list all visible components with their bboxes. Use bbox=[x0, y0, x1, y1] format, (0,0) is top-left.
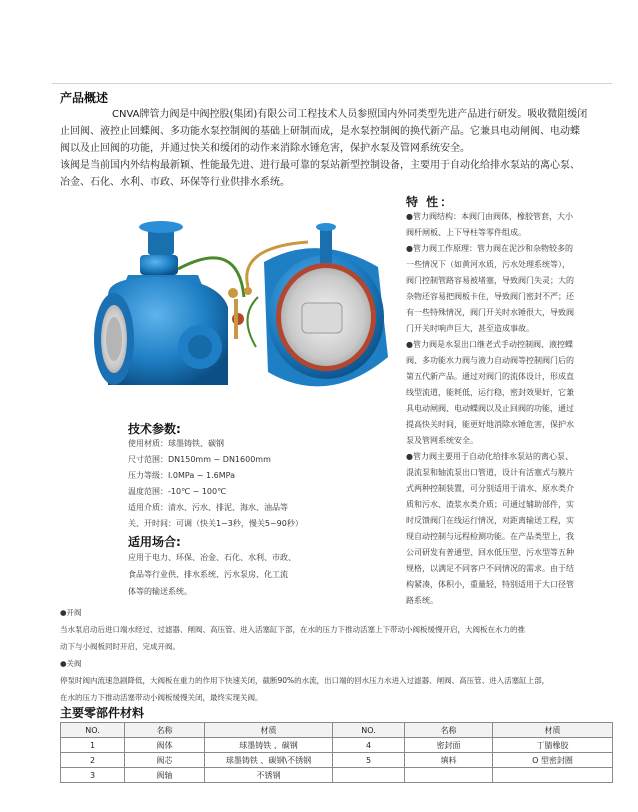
application-line: 应用于电力、环保、冶金、石化、水利、市政、 bbox=[128, 553, 296, 562]
feature-line: 提高快关时间，能更好地消除水锤危害，保护水 bbox=[406, 420, 574, 429]
valve-product-image bbox=[88, 207, 400, 407]
table-cell: 阀轴 bbox=[125, 768, 205, 783]
table-cell: 球墨铸铁 、碳钢 bbox=[205, 738, 333, 753]
feature-line: 具电动闸阀、电动蝶阀以及止回阀的功能，通过 bbox=[406, 404, 574, 413]
tech-line: 适用介质：清水、污水、排泥、海水、油品等 bbox=[128, 503, 288, 512]
table-cell: 球墨铸铁 、碳钢\不锈钢 bbox=[205, 753, 333, 768]
tech-line: 尺寸范围：DN150mm ~ DN1600mm bbox=[128, 455, 271, 464]
col-header-name: 名称 bbox=[405, 723, 493, 738]
open-valve-line: 动下与小阀板同时开启，完成开阀。 bbox=[60, 642, 180, 651]
table-cell: 5 bbox=[333, 753, 405, 768]
overview-title: 产品概述 bbox=[60, 91, 109, 105]
col-header-material: 材质 bbox=[493, 723, 613, 738]
feature-line: 泵及管网系统安全。 bbox=[406, 436, 478, 445]
features-title: 特 性： bbox=[406, 195, 455, 209]
overview-text bbox=[60, 106, 620, 191]
feature-line: ●管力阀是水泵出口继老式手动控制阀、液控蝶 bbox=[406, 340, 573, 349]
feature-line: 时反馈阀门在线运行情况，对距离输送工程，实 bbox=[406, 516, 574, 525]
col-header-name: 名称 bbox=[125, 723, 205, 738]
tech-line: 关、开时间：可调（快关1~3秒，慢关5~90秒） bbox=[128, 519, 303, 528]
feature-line: 公司研发有普通型、回水低压型、污水型等五种 bbox=[406, 548, 574, 557]
table-cell: 丁腈橡胶 bbox=[493, 738, 613, 753]
feature-line: 杂物还容易把阀板卡住，导致阀门密封不严；还 bbox=[406, 292, 574, 301]
overview-line: 该阀是当前国内外结构最新颖、性能最先进、进行最可靠的泵站新型控制设备，主要用于自动化给排水泵站的离心泵、 bbox=[60, 160, 580, 171]
tech-line: 使用材质：球墨铸铁、碳钢 bbox=[128, 439, 224, 448]
table-row bbox=[61, 738, 613, 753]
feature-line: 式两种控制装置，可分别适用于清水、原水类介 bbox=[406, 484, 574, 493]
table-cell bbox=[333, 768, 405, 783]
overview-line: CNVA牌管力阀是中阀控股(集团)有限公司工程技术人员参照国内外同类型先进产品进行研发。吸收微阻缓闭 bbox=[112, 109, 588, 120]
table-cell: 阀芯 bbox=[125, 753, 205, 768]
table-row bbox=[61, 753, 613, 768]
tech-line: 压力等级：I.0MPa ~ 1.6MPa bbox=[128, 471, 236, 480]
operation-section bbox=[60, 604, 630, 706]
parts-table-header bbox=[61, 723, 613, 738]
applications-title: 适用场合: bbox=[128, 535, 181, 549]
table-cell: 密封面 bbox=[405, 738, 493, 753]
overview-line: 止回阀、液控止回蝶阀、多功能水泵控制阀的基础上研制而成，是水泵控制阀的换代新产品。它兼具电动闸阀、电动蝶 bbox=[60, 126, 580, 137]
feature-line: 路系统。 bbox=[406, 596, 438, 605]
overview-line: 阀以及止回阀的功能，并通过快关和缓闭的动作来消除水锤危害，保护水泵及管网系统安全。 bbox=[60, 143, 470, 154]
feature-line: 混流泵和轴流泵出口管道，设计有活塞式与膜片 bbox=[406, 468, 574, 477]
col-header-material: 材质 bbox=[205, 723, 333, 738]
tech-text bbox=[128, 436, 398, 532]
open-valve-line: 当水泵启动后进口端水经过、过滤器、闸阀、高压管、进入活塞缸下部，在水的压力下推动活塞上下带动小阀板缓慢开启，大阀板在水力的推 bbox=[60, 625, 525, 634]
application-line: 食品等行业供、排水系统、污水泵房、化工流 bbox=[128, 570, 288, 579]
overview-line: 冶金、石化、水利、市政、环保等行业供排水系统。 bbox=[60, 177, 290, 188]
parts-title: 主要零部件材料 bbox=[60, 706, 145, 720]
feature-line: 门开关时响声巨大，甚至造成事故。 bbox=[406, 324, 534, 333]
applications-text bbox=[128, 549, 398, 600]
table-cell: 填料 bbox=[405, 753, 493, 768]
table-cell bbox=[405, 768, 493, 783]
col-header-no: NO. bbox=[333, 723, 405, 738]
feature-line: ●管力阀主要用于自动化给排水泵站的离心泵、 bbox=[406, 452, 573, 461]
valve-right-illustration bbox=[244, 223, 388, 386]
valve-left-illustration bbox=[94, 221, 244, 385]
application-line: 体等的输送系统。 bbox=[128, 587, 192, 596]
table-cell: 3 bbox=[61, 768, 125, 783]
top-divider bbox=[52, 83, 612, 84]
feature-line: ●管力阀结构：本阀门由阀体，橡胶管套，大小 bbox=[406, 212, 573, 221]
feature-line: 构紧凑，体积小，重量轻，特别适用于大口径管 bbox=[406, 580, 574, 589]
close-valve-title: ●关阀 bbox=[60, 659, 82, 668]
feature-line: 线型流道，能耗低，运行稳，密封效果好，它兼 bbox=[406, 388, 574, 397]
feature-line: 现自动控制与远程检测功能。在产品类型上，我 bbox=[406, 532, 574, 541]
feature-line: 阀、多功能水力阀与液力自动阀等控制阀门后的 bbox=[406, 356, 574, 365]
feature-line: 阀门控制管路容易被堵塞，导致阀门失灵；大的 bbox=[406, 276, 574, 285]
feature-line: 质和污水、渣浆水类介质；可通过辅助部件，实 bbox=[406, 500, 574, 509]
table-cell: 阀体 bbox=[125, 738, 205, 753]
table-cell: 不锈钢 bbox=[205, 768, 333, 783]
table-row bbox=[61, 768, 613, 783]
table-cell bbox=[493, 768, 613, 783]
table-cell: 2 bbox=[61, 753, 125, 768]
feature-line: 第五代新产品。通过对阀门的流体设计，形成直 bbox=[406, 372, 574, 381]
parts-table bbox=[60, 722, 613, 783]
feature-line: ●管力阀工作原理：管力阀在泥沙和杂物较多的 bbox=[406, 244, 573, 253]
tech-title: 技术参数: bbox=[128, 422, 181, 436]
feature-line: 规格，以满足不同客户不同情况的需求。由于结 bbox=[406, 564, 574, 573]
features-text bbox=[406, 209, 626, 609]
col-header-no: NO. bbox=[61, 723, 125, 738]
tech-line: 温度范围：-10℃ ~ 100℃ bbox=[128, 487, 227, 496]
table-cell: O 型密封圈 bbox=[493, 753, 613, 768]
close-valve-line: 在水的压力下推动活塞带动小阀板缓慢关闭，最终实现关阀。 bbox=[60, 693, 263, 702]
feature-line: 一些情况下（如黄河水质，污水处理系统等）， bbox=[406, 260, 570, 269]
close-valve-line: 停泵时阀内流速急剧降低，大阀板在重力的作用下快速关闭，截断90%的水流，出口端的回水压力水进入过滤器、闸阀、高压管、进入活塞缸上部， bbox=[60, 676, 550, 685]
feature-line: 阀杆闸板、上下导柱等零件组成。 bbox=[406, 228, 526, 237]
open-valve-title: ●开阀 bbox=[60, 608, 82, 617]
table-cell: 1 bbox=[61, 738, 125, 753]
feature-line: 有一些特殊情况，阀门开关时水锤很大，导致阀 bbox=[406, 308, 574, 317]
table-cell: 4 bbox=[333, 738, 405, 753]
